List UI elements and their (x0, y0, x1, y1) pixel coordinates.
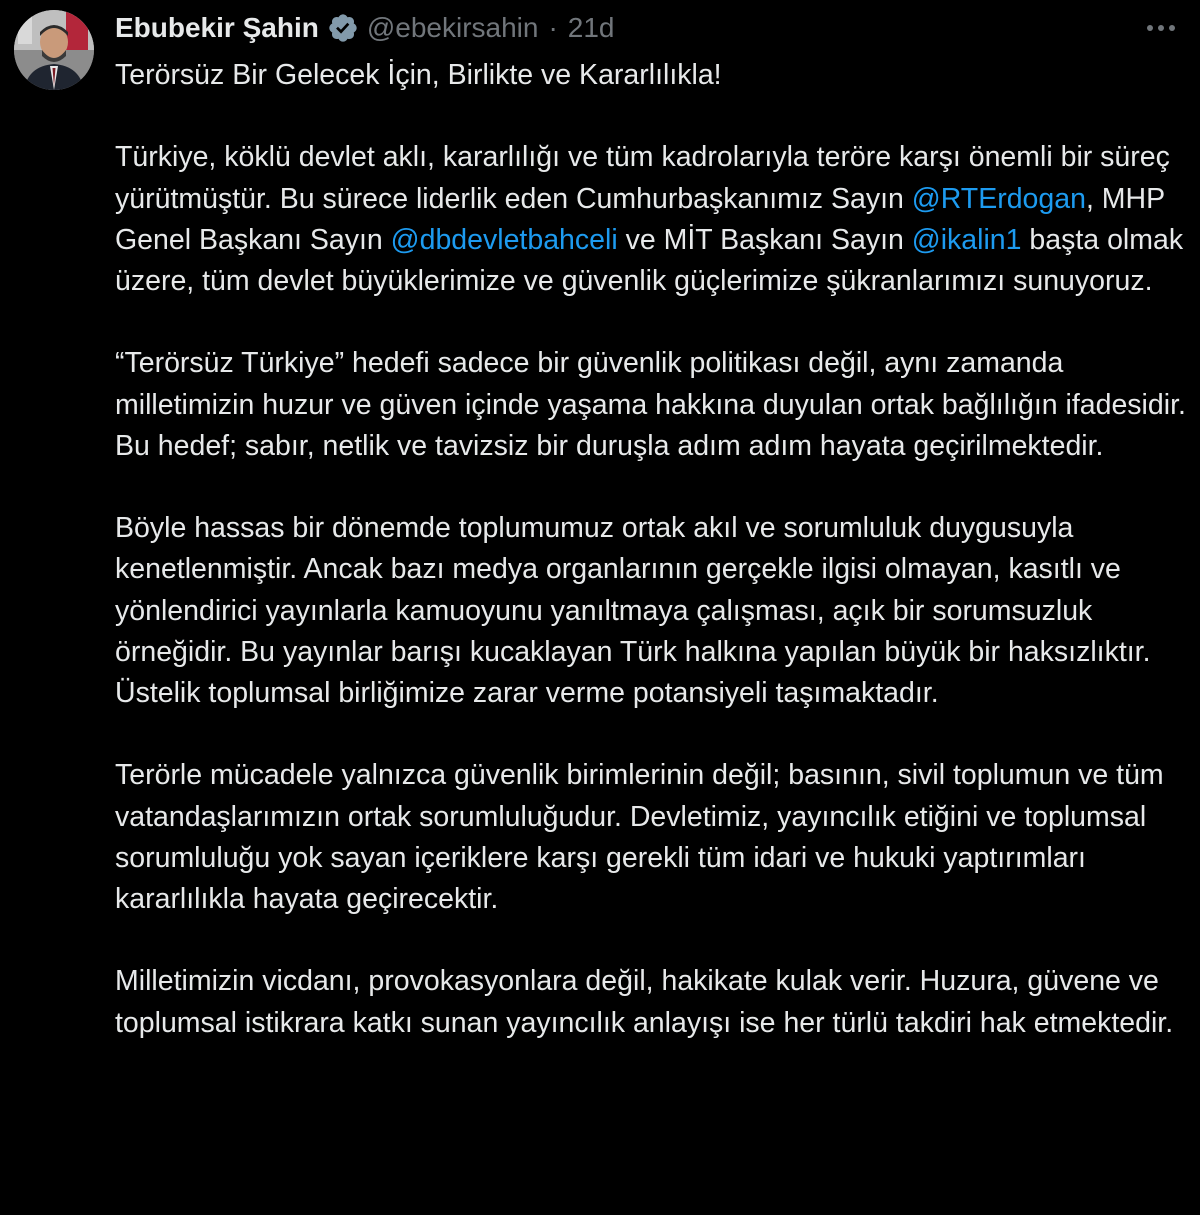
paragraph-text: ve MİT Başkanı Sayın (617, 223, 912, 256)
tweet-paragraph-4: Terörle mücadele yalnızca güvenlik birimlerinin değil; basının, sivil toplumun ve tüm vatandaşlarımızın ortak sorumluluğudur. Devletimiz, yayıncılık etiğini ve toplumsal sorumluluğu yok sayan içeriklere karşı gerekli tüm idari ve hukuki yaptırımları kararlılıkla hayata geçirecektir. (115, 759, 1164, 915)
tweet-title: Terörsüz Bir Gelecek İçin, Birlikte ve Kararlılıkla! (115, 59, 722, 91)
tweet-paragraph-1 (115, 137, 1190, 302)
paragraph-text: , MHP Genel Başkanı Sayın (115, 182, 1165, 256)
more-options-icon[interactable] (1144, 16, 1178, 40)
author-display-name[interactable]: Ebubekir Şahin (115, 12, 319, 43)
paragraph-text: Türkiye, köklü devlet aklı, kararlılığı ve tüm kadrolarıyla teröre karşı önemli bir süreç yürütmüştür. Bu sürece liderlik eden Cumhurbaşkanımız Sayın (115, 141, 1170, 215)
avatar[interactable] (14, 10, 94, 90)
mention-rterdogan[interactable]: @RTErdogan (911, 182, 1086, 215)
mention-dbdevletbahceli[interactable]: @dbdevletbahceli (390, 223, 618, 256)
tweet-timestamp[interactable]: 21d (567, 12, 615, 43)
paragraph-text: başta olmak üzere, tüm devlet büyüklerimize ve güvenlik güçlerimize şükranlarımızı sunuyoruz. (115, 223, 1184, 297)
tweet-paragraph-5: Milletimizin vicdanı, provokasyonlara değil, hakikate kulak verir. Huzura, güvene ve toplumsal istikrara katkı sunan yayıncılık anlayışı ise her türlü takdiri hak etmektedir. (115, 965, 1174, 1039)
tweet-paragraph-2: “Terörsüz Türkiye” hedefi sadece bir güvenlik politikası değil, aynı zamanda milletimizin huzur ve güven içinde yaşama hakkına duyulan ortak bağlılığın ifadesidir. Bu hedef; sabır, netlik ve tavizsiz bir duruşla adım adım hayata geçirilmektedir. (115, 347, 1186, 462)
tweet-text (115, 55, 1190, 1085)
verified-badge-icon[interactable] (327, 12, 359, 44)
separator-dot: · (548, 12, 558, 43)
author-handle[interactable]: @ebekirsahin (366, 12, 539, 43)
mention-ikalin1[interactable]: @ikalin1 (911, 223, 1022, 256)
tweet-paragraph-3: Böyle hassas bir dönemde toplumumuz ortak akıl ve sorumluluk duygusuyla kenetlenmiştir. Ancak bazı medya organlarının gerçekle ilgisi olmayan, kasıtlı ve yönlendirici yayınlarla kamuoyunu yanıltmaya çalışması, açık bir sorumsuzluk örneğidir. Bu yayınlar barışı kucaklayan Türk halkına yapılan büyük bir haksızlıktır. Üstelik toplumsal birliğimize zarar verme potansiyeli taşımaktadır. (115, 512, 1151, 709)
tweet-header (115, 10, 615, 46)
avatar-image (14, 10, 94, 90)
